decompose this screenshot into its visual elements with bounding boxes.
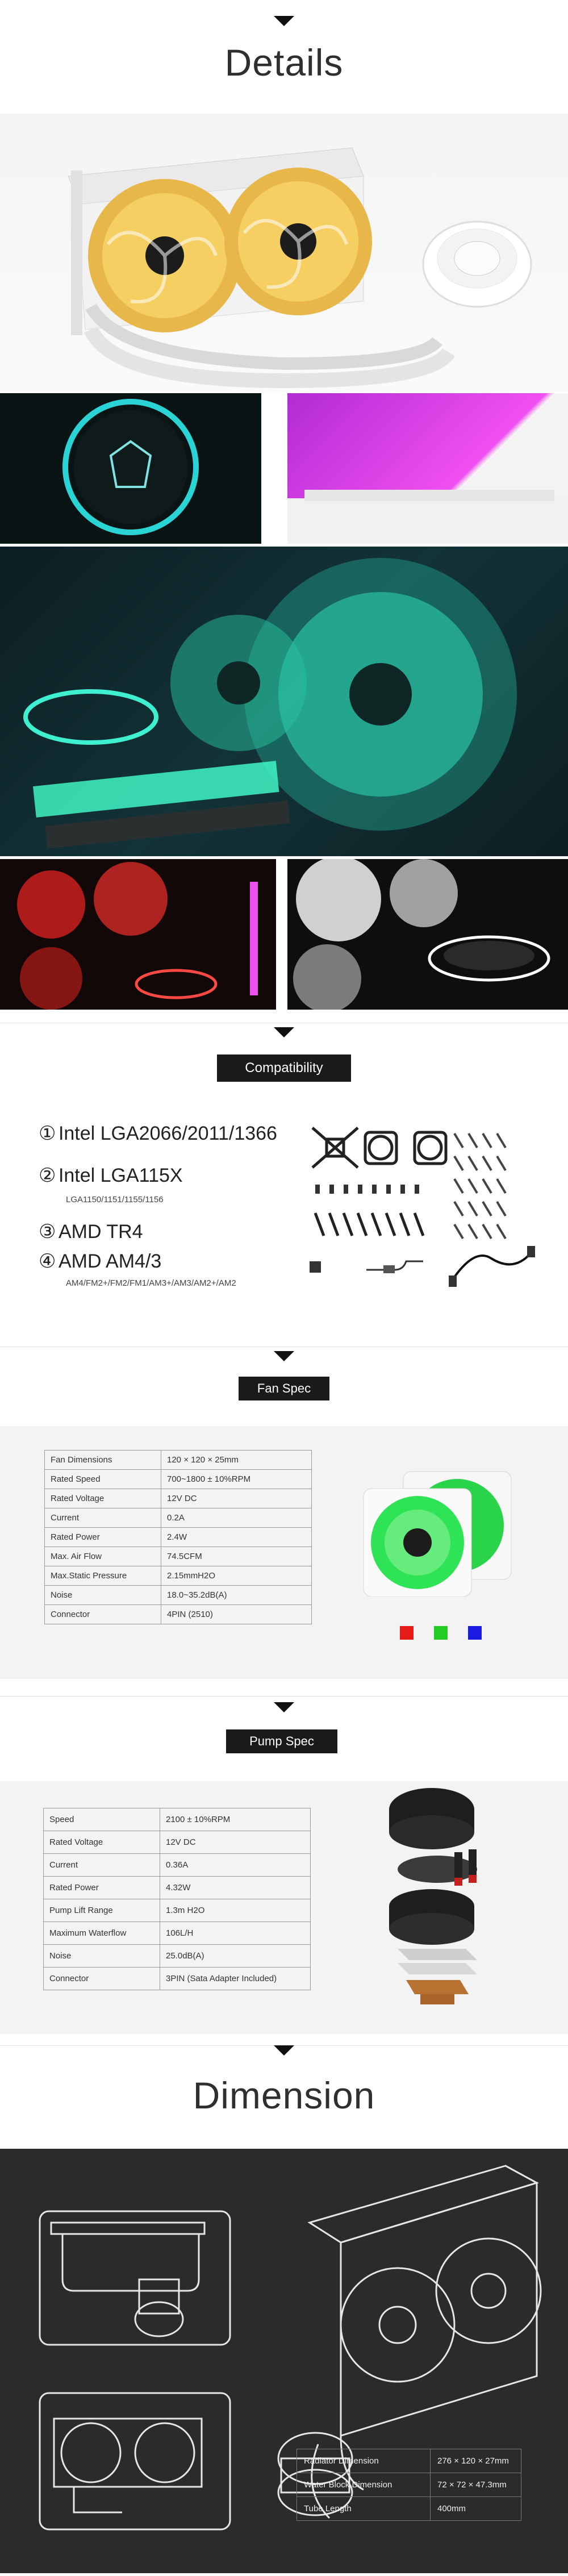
- compat-number: ③: [39, 1221, 56, 1243]
- section-arrow-icon: [274, 1702, 294, 1712]
- swatch-green: [434, 1626, 448, 1640]
- compat-name: AMD AM4/3: [58, 1251, 162, 1272]
- table-row: Rated Voltage 12V DC: [44, 1831, 311, 1854]
- section-arrow-icon: [274, 1027, 294, 1037]
- dimension-title: Dimension: [193, 2074, 375, 2116]
- compat-item: [39, 1122, 300, 1151]
- table-row: Rated Power 2.4W: [45, 1528, 312, 1547]
- compat-name: AMD TR4: [58, 1221, 143, 1243]
- compat-item: [39, 1164, 300, 1204]
- table-row: Radiator Dimension 276 × 120 × 27mm: [297, 2449, 521, 2473]
- table-row: Pump Lift Range 1.3m H2O: [44, 1899, 311, 1922]
- details-title: Details: [224, 41, 344, 84]
- table-row: Rated Speed 700~1800 ± 10%RPM: [45, 1470, 312, 1489]
- rgb-color-swatches: [400, 1626, 491, 1641]
- compat-item: [39, 1250, 300, 1288]
- table-row: Rated Voltage 12V DC: [45, 1489, 312, 1508]
- section-arrow-icon: [274, 2045, 294, 2056]
- radiator-rgb-photo-magenta: [287, 393, 568, 544]
- compat-number: ①: [39, 1123, 56, 1144]
- compat-name: Intel LGA115X: [58, 1165, 183, 1186]
- table-row: Max. Air Flow 74.5CFM: [45, 1547, 312, 1566]
- pump-exploded-illustration: [375, 1784, 506, 2011]
- table-row: Water Block Dimension 72 × 72 × 47.3mm: [297, 2473, 521, 2497]
- section-arrow-icon: [274, 16, 294, 26]
- table-row: Current 0.2A: [45, 1508, 312, 1528]
- table-row: Tube Length 400mm: [297, 2497, 521, 2521]
- pump-spec-table: [43, 1808, 311, 1990]
- fans-rgb-photo-red: [0, 859, 276, 1010]
- pump-rgb-photo-white: [287, 859, 568, 1010]
- table-row: Max.Static Pressure 2.15mmH2O: [45, 1566, 312, 1586]
- hero-product-photo: [0, 114, 568, 392]
- compat-number: ②: [39, 1165, 56, 1186]
- compat-sub: LGA1150/1151/1155/1156: [66, 1195, 164, 1204]
- divider: [0, 1696, 568, 1697]
- compatibility-label: Compatibility: [217, 1054, 351, 1082]
- fan-spec-label: Fan Spec: [239, 1377, 329, 1400]
- mounting-kit-illustration: [304, 1122, 548, 1298]
- table-row: Maximum Waterflow 106L/H: [44, 1922, 311, 1945]
- table-row: Connector 4PIN (2510): [45, 1605, 312, 1624]
- swatch-red: [400, 1626, 414, 1640]
- table-row: Fan Dimensions 120 × 120 × 25mm: [45, 1450, 312, 1470]
- table-row: Current 0.36A: [44, 1854, 311, 1877]
- section-arrow-icon: [274, 1351, 294, 1361]
- swatch-blue: [468, 1626, 482, 1640]
- table-row: Speed 2100 ± 10%RPM: [44, 1808, 311, 1831]
- fan-spec-table: [44, 1450, 312, 1624]
- compat-name: Intel LGA2066/2011/1366: [58, 1123, 277, 1144]
- pump-rgb-photo-cyan: [0, 393, 261, 544]
- pump-spec-label: Pump Spec: [226, 1729, 337, 1753]
- compat-sub: AM4/FM2+/FM2/FM1/AM3+/AM3/AM2+/AM2: [66, 1278, 236, 1288]
- table-row: Noise 18.0~35.2dB(A): [45, 1586, 312, 1605]
- fan-product-illustration: [358, 1466, 517, 1597]
- table-row: Connector 3PIN (Sata Adapter Included): [44, 1968, 311, 1990]
- table-row: Noise 25.0dB(A): [44, 1945, 311, 1968]
- compatibility-list: [39, 1122, 300, 1288]
- table-row: Rated Power 4.32W: [44, 1877, 311, 1899]
- build-rgb-photo-green: [0, 547, 568, 856]
- compat-item: [39, 1220, 300, 1243]
- compat-number: ④: [39, 1251, 56, 1272]
- dimension-table: [296, 2449, 521, 2521]
